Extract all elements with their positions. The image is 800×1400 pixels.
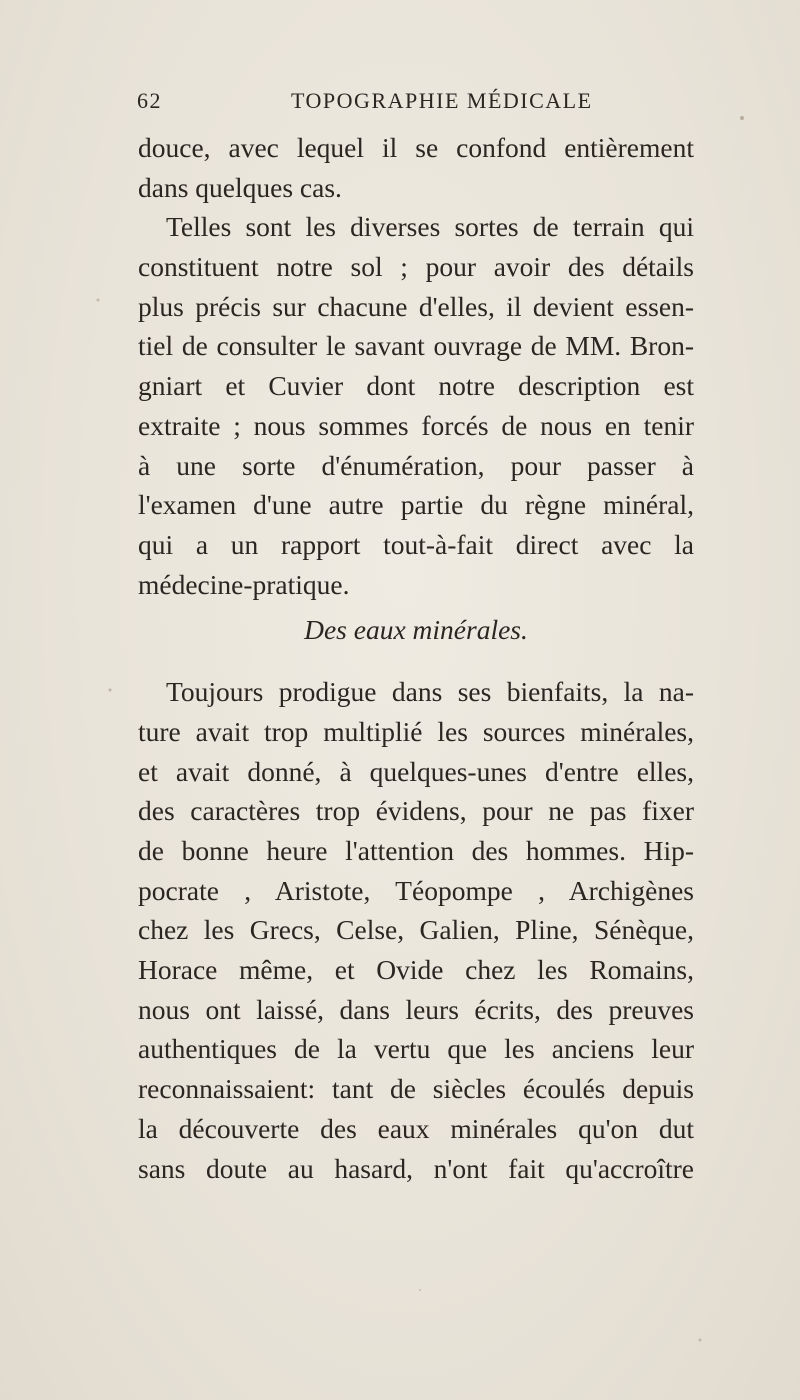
page-number: 62 [137, 88, 162, 113]
text-line: qui a un rapport tout-à-fait direct avec la [138, 528, 694, 560]
text-line: à une sorte d'énumération, pour passer à [138, 449, 694, 481]
text-line: plus précis sur chacune d'elles, il devient essen- [138, 290, 694, 322]
text-line: extraite ; nous sommes forcés de nous en tenir [138, 409, 694, 441]
section-heading: Des eaux minérales. [304, 614, 528, 646]
text-line: pocrate , Aristote, Téopompe , Archigènes [138, 874, 694, 906]
text-line: chez les Grecs, Celse, Galien, Pline, Sénèque, [138, 914, 694, 946]
text-line: la découverte des eaux minérales qu'on dut [138, 1112, 694, 1144]
text-line: tiel de consulter le savant ouvrage de MM. Bron- [138, 330, 694, 362]
text-line: ture avait trop multiplié les sources minérales, [138, 715, 694, 747]
text-line: sans doute au hasard, n'ont fait qu'accroître [138, 1152, 694, 1184]
text-line: constituent notre sol ; pour avoir des détails [138, 251, 694, 283]
text-line: et avait donné, à quelques-unes d'entre elles, [138, 755, 694, 787]
running-title: TOPOGRAPHIE MÉDICALE [291, 88, 593, 113]
text-line: nous ont laissé, dans leurs écrits, des preuves [138, 993, 694, 1025]
text-line: des caractères trop évidens, pour ne pas fixer [138, 795, 694, 827]
page-header [137, 88, 637, 118]
text-line: authentiques de la vertu que les anciens leur [138, 1033, 694, 1065]
body-text [138, 128, 694, 1188]
text-line: gniart et Cuvier dont notre description est [138, 370, 694, 402]
text-line: Toujours prodigue dans ses bienfaits, la na- [166, 676, 694, 708]
text-line: reconnaissaient: tant de siècles écoulés depuis [138, 1073, 694, 1105]
text-line: Telles sont les diverses sortes de terrain qui [166, 211, 694, 243]
text-line: de bonne heure l'attention des hommes. Hip- [138, 835, 694, 866]
text-line: médecine-pratique. [138, 568, 350, 600]
text-line: dans quelques cas. [138, 171, 342, 203]
text-line: douce, avec lequel il se confond entièrement [138, 132, 694, 163]
text-line: Horace même, et Ovide chez les Romains, [138, 954, 694, 986]
text-line: l'examen d'une autre partie du règne minéral, [138, 489, 694, 521]
